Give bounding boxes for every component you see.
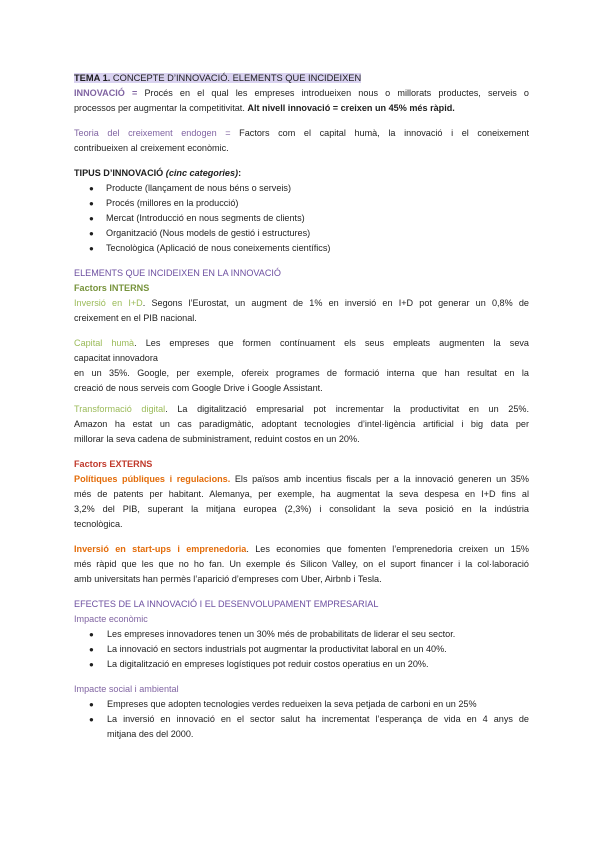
spacer xyxy=(74,116,529,126)
social-item-text: La inversió en innovació en el sector salut ha incrementat l’esperança de vida en 4 anys de xyxy=(107,714,529,724)
economic-item xyxy=(74,657,529,672)
id-text-1: . Segons l’Eurostat, un augment de 1% en inversió en I+D pot generar un 0,8% de xyxy=(142,298,529,308)
economic-item xyxy=(74,642,529,657)
tipus-item xyxy=(74,226,529,241)
politiques-line-3: 3,2% del PIB, superant la mitjana europea (2,3%) i consolidant la seva posició en la indústria xyxy=(74,504,529,514)
startups-text-1: . Les economies que fomenten l’emprenedoria creixen un 15% xyxy=(246,544,529,554)
bullet-icon: ● xyxy=(89,630,94,639)
title-highlight xyxy=(74,73,361,83)
title-tema: TEMA 1. xyxy=(74,73,111,83)
tipus-heading-colon: : xyxy=(238,168,242,178)
social-heading: Impacte social i ambiental xyxy=(74,684,179,694)
startups-line-2: més ràpid que les que no ho fan. Un exemple és Silicon Valley, on el suport financer i la col·laboració xyxy=(74,559,529,569)
startups-line-1 xyxy=(74,542,529,557)
innovacio-line-1 xyxy=(74,86,529,101)
spacer xyxy=(74,326,529,336)
innovacio-bold-stat: Alt nivell innovació = creixen un 45% més ràpid. xyxy=(247,103,455,113)
spacer xyxy=(74,256,529,266)
bullet-icon: ● xyxy=(89,244,94,253)
social-item xyxy=(74,697,529,712)
document-page xyxy=(74,71,529,742)
spacer xyxy=(74,532,529,542)
teoria-line-1 xyxy=(74,126,529,141)
tipus-item xyxy=(74,181,529,196)
politiques-line-2: més de patents per habitant. Alemanya, per exemple, ha augmentat la seva despesa en I+D fins al xyxy=(74,489,529,499)
teoria-label: Teoria del creixement endogen = xyxy=(74,128,240,138)
id-label: Inversió en I+D xyxy=(74,298,143,308)
teoria-text-2: contribueixen al creixement econòmic. xyxy=(74,143,229,153)
economic-item xyxy=(74,627,529,642)
tipus-item xyxy=(74,196,529,211)
digital-text-1: . La digitalització empresarial pot incrementar la productivitat en un 25%. xyxy=(165,404,529,414)
politiques-text-1: Els països amb incentius fiscals per a la innovació generen un 35% xyxy=(230,474,529,484)
bullet-icon: ● xyxy=(89,715,94,724)
tipus-item xyxy=(74,211,529,226)
tipus-item-text: Organització (Nous models de gestió i estructures) xyxy=(106,228,311,238)
bullet-icon: ● xyxy=(89,199,94,208)
document-title xyxy=(74,71,529,86)
digital-label: Transformació digital xyxy=(74,404,166,414)
teoria-text-1: Factors com el capital humà, la innovació i el coneixement xyxy=(239,128,529,138)
tipus-heading xyxy=(74,166,529,181)
title-rest: CONCEPTE D’INNOVACIÓ. ELEMENTS QUE INCIDEIXEN xyxy=(110,73,362,83)
teoria-line-2 xyxy=(74,141,529,156)
capital-line-3: en un 35%. Google, per exemple, ofereix programes de formació interna que han resultat en la xyxy=(74,368,529,378)
bullet-icon: ● xyxy=(89,645,94,654)
digital-line-3: millorar la seva cadena de subministrament, reduint costos en un 20%. xyxy=(74,434,360,444)
capital-line-2: capacitat innovadora xyxy=(74,353,158,363)
bullet-icon: ● xyxy=(89,184,94,193)
externs-heading: Factors EXTERNS xyxy=(74,459,153,469)
startups-line-3: amb universitats han permès l’aparició d’empreses com Uber, Airbnb i Tesla. xyxy=(74,574,382,584)
innovacio-text-2: processos per augmentar la competitivitat. xyxy=(74,103,248,113)
capital-text-1: . Les empreses que formen contínuament els seus empleats augmenten la seva xyxy=(134,338,529,348)
tipus-item-text: Mercat (Introducció en nous segments de clients) xyxy=(106,213,305,223)
elements-heading: ELEMENTS QUE INCIDEIXEN EN LA INNOVACIÓ xyxy=(74,268,282,278)
tipus-heading-text: TIPUS D’INNOVACIÓ xyxy=(74,168,166,178)
economic-item-text: Les empreses innovadores tenen un 30% més de probabilitats de liderar el seu sector. xyxy=(107,629,456,639)
innovacio-label: INNOVACIÓ = xyxy=(74,88,145,98)
digital-line-2: Amazon ha estat un cas paradigmàtic, adoptant tecnologies d’intel·ligència artificial i big data per xyxy=(74,419,529,429)
social-item xyxy=(74,712,529,727)
capital-line-1 xyxy=(74,336,529,351)
bullet-icon: ● xyxy=(89,660,94,669)
politiques-line-1 xyxy=(74,472,529,487)
startups-label: Inversió en start-ups i emprenedoria xyxy=(74,544,247,554)
spacer xyxy=(74,672,529,682)
social-item-text: Empreses que adopten tecnologies verdes redueixen la seva petjada de carboni en un 25% xyxy=(107,699,477,709)
innovacio-text-1: Procés en el qual les empreses introdueixen nous o millorats productes, serveis o xyxy=(144,88,529,98)
bullet-icon: ● xyxy=(89,214,94,223)
tipus-item xyxy=(74,241,529,256)
id-line-1 xyxy=(74,296,529,311)
politiques-line-4: tecnològica. xyxy=(74,519,123,529)
politiques-label: Polítiques públiques i regulacions. xyxy=(74,474,231,484)
innovacio-line-2 xyxy=(74,101,529,116)
interns-heading: Factors INTERNS xyxy=(74,283,150,293)
efectes-heading: EFECTES DE LA INNOVACIÓ I EL DESENVOLUPAMENT EMPRESARIAL xyxy=(74,599,379,609)
digital-line-1 xyxy=(74,402,529,417)
id-line-2: creixement en el PIB nacional. xyxy=(74,313,197,323)
social-item-continuation: mitjana des del 2000. xyxy=(107,729,194,739)
bullet-icon: ● xyxy=(89,229,94,238)
spacer xyxy=(74,156,529,166)
tipus-item-text: Tecnològica (Aplicació de nous coneixements científics) xyxy=(106,243,331,253)
spacer xyxy=(74,447,529,457)
bullet-icon: ● xyxy=(89,700,94,709)
capital-line-4: creació de nous serveis com Google Drive i Google Assistant. xyxy=(74,383,323,393)
spacer xyxy=(74,587,529,597)
capital-label: Capital humà xyxy=(74,338,135,348)
economic-item-text: La innovació en sectors industrials pot augmentar la productivitat laboral en un 40%. xyxy=(107,644,447,654)
tipus-heading-italic: (cinc categories) xyxy=(165,168,239,178)
tipus-item-text: Producte (llançament de nous béns o serveis) xyxy=(106,183,292,193)
economic-item-text: La digitalització en empreses logístiques pot reduir costos operatius en un 20%. xyxy=(107,659,429,669)
tipus-item-text: Procés (millores en la producció) xyxy=(106,198,239,208)
economic-heading: Impacte econòmic xyxy=(74,614,148,624)
